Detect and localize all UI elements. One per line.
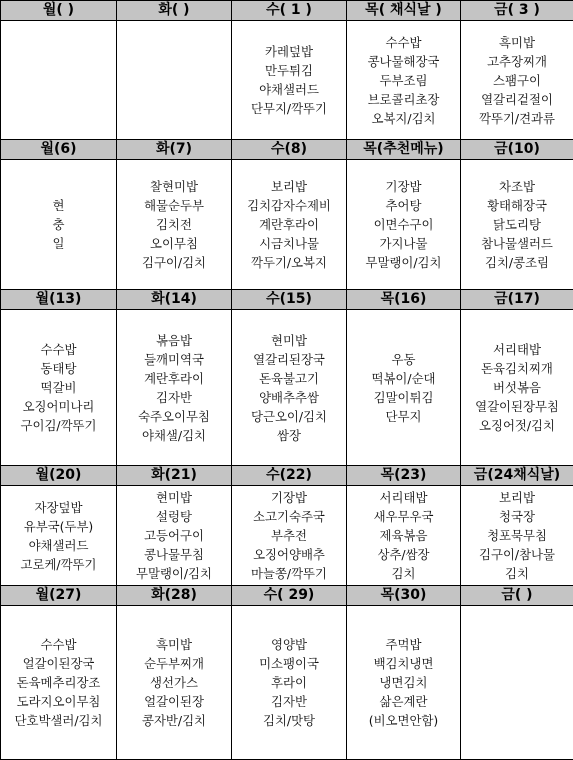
menu-cell-thu: [347, 606, 461, 760]
menu-item: 기장밥: [232, 488, 346, 507]
menu-table-body: [1, 1, 573, 760]
menu-item: 부추전: [232, 526, 346, 545]
menu-item: 수수밥: [1, 635, 116, 654]
menu-cell-fri: [461, 606, 573, 760]
menu-item: 기장밥: [347, 177, 460, 196]
day-header-wed: 수( 1 ): [232, 1, 347, 21]
menu-item: 청포묵무침: [461, 526, 573, 545]
menu-item: 야채샐러드: [1, 536, 116, 555]
menu-item: 당근오이/김치: [232, 407, 346, 426]
day-header-wed: 수(8): [232, 140, 347, 160]
day-header-tue: 화( ): [117, 1, 232, 21]
day-header-mon: 월(13): [1, 290, 117, 310]
menu-item: 떡갈비: [1, 378, 116, 397]
menu-item: 수수밥: [1, 340, 116, 359]
menu-item: 김치: [461, 564, 573, 583]
day-header-mon: 월(27): [1, 586, 117, 606]
menu-cell-mon: [1, 160, 117, 290]
menu-row-week-5: [1, 606, 573, 760]
day-header-fri: 금(10): [461, 140, 573, 160]
menu-item: 냉면김치: [347, 673, 460, 692]
menu-item: 순두부찌개: [117, 654, 231, 673]
menu-item: 구이김/깍뚜기: [1, 416, 116, 435]
menu-item: 현미밥: [117, 488, 231, 507]
menu-item: 서리태밥: [461, 340, 573, 359]
menu-cell-fri: [461, 486, 573, 586]
menu-item: 숙주오이무침: [117, 407, 231, 426]
menu-item: 열갈리된장국: [232, 350, 346, 369]
menu-cell-mon: [1, 486, 117, 586]
menu-item: 돈육불고기: [232, 369, 346, 388]
menu-item: 오징어양배추: [232, 545, 346, 564]
menu-item: 얼갈이된장국: [1, 654, 116, 673]
menu-item: 유부국(두부): [1, 517, 116, 536]
menu-item: 동태탕: [1, 359, 116, 378]
menu-item: 보리밥: [461, 488, 573, 507]
menu-item: 수수밥: [347, 33, 460, 52]
menu-item: 서리태밥: [347, 488, 460, 507]
menu-item: 돈육메추리장조: [1, 673, 116, 692]
menu-item: (비오면안함): [347, 711, 460, 730]
day-header-fri: 금(24채식날): [461, 466, 573, 486]
day-header-mon: 월( ): [1, 1, 117, 21]
day-header-thu: 목(30): [347, 586, 461, 606]
menu-item: 얼갈이된장: [117, 692, 231, 711]
menu-item: 볶음밥: [117, 331, 231, 350]
day-header-fri: 금(17): [461, 290, 573, 310]
menu-item: 고등어구이: [117, 526, 231, 545]
menu-item: 흑미밥: [117, 635, 231, 654]
menu-item: 미소팽이국: [232, 654, 346, 673]
menu-item: 단호박샐러/김치: [1, 711, 116, 730]
menu-item: 차조밥: [461, 177, 573, 196]
menu-item: 해물순두부: [117, 196, 231, 215]
day-header-thu: 목( 채식날 ): [347, 1, 461, 21]
menu-cell-thu: [347, 21, 461, 140]
day-header-thu: 목(추천메뉴): [347, 140, 461, 160]
menu-item: 충: [1, 215, 116, 234]
menu-cell-thu: [347, 310, 461, 466]
menu-item: 우동: [347, 350, 460, 369]
menu-item: 현미밥: [232, 331, 346, 350]
menu-item: 들깨미역국: [117, 350, 231, 369]
day-header-fri: 금( 3 ): [461, 1, 573, 21]
menu-cell-tue: [117, 606, 232, 760]
menu-item: 브로콜리초장: [347, 90, 460, 109]
menu-item: 마늘쫑/깍뚜기: [232, 564, 346, 583]
menu-item: 김말이튀김: [347, 388, 460, 407]
menu-item: 떡볶이/순대: [347, 369, 460, 388]
menu-item: 오징어미나리: [1, 397, 116, 416]
menu-item: 두부조림: [347, 71, 460, 90]
menu-item: 깍두기/오복지: [232, 253, 346, 272]
header-row-week-5: [1, 586, 573, 606]
day-header-tue: 화(21): [117, 466, 232, 486]
day-header-tue: 화(7): [117, 140, 232, 160]
menu-cell-tue: [117, 486, 232, 586]
menu-item: 콩자반/김치: [117, 711, 231, 730]
menu-item: 보리밥: [232, 177, 346, 196]
menu-cell-mon: [1, 606, 117, 760]
menu-cell-wed: [232, 310, 347, 466]
menu-item: 도라지오이무침: [1, 692, 116, 711]
menu-item: 오징어젓/김치: [461, 416, 573, 435]
menu-item: 열갈이된장무침: [461, 397, 573, 416]
menu-item: 콩나물해장국: [347, 52, 460, 71]
menu-item: 김치: [347, 564, 460, 583]
menu-item: 김치감자수제비: [232, 196, 346, 215]
menu-cell-fri: [461, 160, 573, 290]
menu-cell-wed: [232, 606, 347, 760]
menu-cell-mon: [1, 21, 117, 140]
menu-item: 김구이/김치: [117, 253, 231, 272]
menu-item: 김자반: [117, 388, 231, 407]
menu-item: 김치/콩조림: [461, 253, 573, 272]
menu-item: 가지나물: [347, 234, 460, 253]
menu-item: 단무지: [347, 407, 460, 426]
menu-item: 시금치나물: [232, 234, 346, 253]
day-header-thu: 목(16): [347, 290, 461, 310]
menu-item: 김치전: [117, 215, 231, 234]
menu-cell-thu: [347, 160, 461, 290]
menu-item: 제육볶음: [347, 526, 460, 545]
menu-item: 닭도리탕: [461, 215, 573, 234]
menu-item: 스팸구이: [461, 71, 573, 90]
day-header-mon: 월(6): [1, 140, 117, 160]
day-header-wed: 수(22): [232, 466, 347, 486]
menu-item: 열갈리겉절이: [461, 90, 573, 109]
menu-item: 버섯볶음: [461, 378, 573, 397]
menu-item: 흑미밥: [461, 33, 573, 52]
menu-item: 단무지/깍뚜기: [232, 99, 346, 118]
menu-item: 상추/쌈장: [347, 545, 460, 564]
menu-item: 자장덮밥: [1, 498, 116, 517]
menu-item: 쌈장: [232, 426, 346, 445]
menu-item: 만두튀김: [232, 61, 346, 80]
menu-row-week-4: [1, 486, 573, 586]
menu-cell-wed: [232, 160, 347, 290]
header-row-week-4: [1, 466, 573, 486]
menu-item: 카레덮밥: [232, 42, 346, 61]
menu-item: 콩나물무침: [117, 545, 231, 564]
menu-item: 이면수구이: [347, 215, 460, 234]
menu-item: 김자반: [232, 692, 346, 711]
menu-item: 황태해장국: [461, 196, 573, 215]
menu-item: 계란후라이: [117, 369, 231, 388]
day-header-mon: 월(20): [1, 466, 117, 486]
menu-item: 무말랭이/김치: [347, 253, 460, 272]
menu-item: 깍뚜기/견과류: [461, 109, 573, 128]
menu-row-week-1: [1, 21, 573, 140]
menu-item: 후라이: [232, 673, 346, 692]
menu-cell-fri: [461, 21, 573, 140]
menu-item: 야채샐/김치: [117, 426, 231, 445]
menu-item: 야채샐러드: [232, 80, 346, 99]
header-row-week-3: [1, 290, 573, 310]
menu-item: 현: [1, 196, 116, 215]
menu-item: 일: [1, 234, 116, 253]
menu-cell-mon: [1, 310, 117, 466]
menu-cell-tue: [117, 310, 232, 466]
menu-cell-thu: [347, 486, 461, 586]
menu-item: 새우무우국: [347, 507, 460, 526]
menu-item: 참나물샐러드: [461, 234, 573, 253]
menu-item: 삶은계란: [347, 692, 460, 711]
day-header-wed: 수( 29): [232, 586, 347, 606]
menu-item: 김구이/참나물: [461, 545, 573, 564]
menu-item: 계란후라이: [232, 215, 346, 234]
day-header-tue: 화(28): [117, 586, 232, 606]
day-header-wed: 수(15): [232, 290, 347, 310]
menu-item: 양배추추쌈: [232, 388, 346, 407]
menu-item: 생선가스: [117, 673, 231, 692]
menu-item: 오이무침: [117, 234, 231, 253]
menu-item: 주먹밥: [347, 635, 460, 654]
day-header-thu: 목(23): [347, 466, 461, 486]
menu-row-week-3: [1, 310, 573, 466]
menu-cell-fri: [461, 310, 573, 466]
menu-item: 고추장찌개: [461, 52, 573, 71]
header-row-week-1: [1, 1, 573, 21]
menu-item: 설렁탕: [117, 507, 231, 526]
menu-cell-tue: [117, 160, 232, 290]
menu-item: 추어탕: [347, 196, 460, 215]
menu-item: 오복지/김치: [347, 109, 460, 128]
menu-item: 영양밥: [232, 635, 346, 654]
menu-item: 김치/맛탕: [232, 711, 346, 730]
menu-cell-wed: [232, 21, 347, 140]
menu-item: 백김치냉면: [347, 654, 460, 673]
day-header-fri: 금( ): [461, 586, 573, 606]
menu-item: 무말랭이/김치: [117, 564, 231, 583]
menu-cell-wed: [232, 486, 347, 586]
menu-item: 소고기숙주국: [232, 507, 346, 526]
menu-item: 돈육김치찌개: [461, 359, 573, 378]
menu-item: 청국장: [461, 507, 573, 526]
header-row-week-2: [1, 140, 573, 160]
menu-row-week-2: [1, 160, 573, 290]
day-header-tue: 화(14): [117, 290, 232, 310]
menu-item: 찰현미밥: [117, 177, 231, 196]
menu-cell-tue: [117, 21, 232, 140]
menu-item: 고로케/깍뚜기: [1, 555, 116, 574]
